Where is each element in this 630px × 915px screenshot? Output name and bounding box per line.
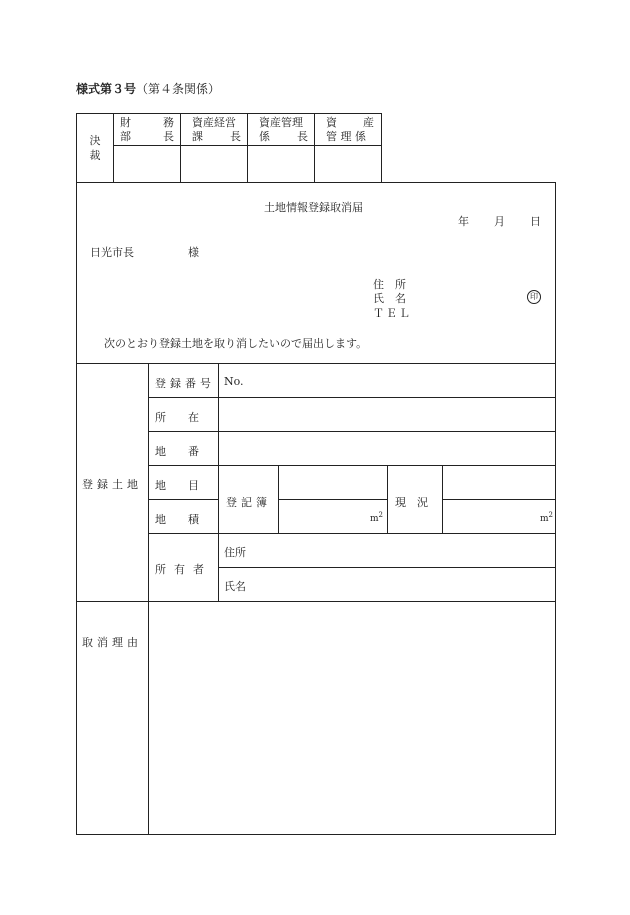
row-divider xyxy=(218,567,556,568)
column-divider xyxy=(148,363,149,835)
statement: 次のとおり登録土地を取り消したいので届出します。 xyxy=(104,337,368,350)
kessai-label: 決裁 xyxy=(77,114,114,183)
reg-no-field[interactable] xyxy=(250,366,554,395)
approver-asset-admin-staff: 資 産 管 理 係 xyxy=(315,114,382,146)
owner-label: 所有者 xyxy=(155,563,212,576)
row-divider xyxy=(148,533,556,534)
applicant-address-label: 住 所 xyxy=(373,278,406,291)
row-divider xyxy=(442,499,556,500)
registry-area-field[interactable] xyxy=(280,502,368,531)
form-article-ref: （第４条関係） xyxy=(136,82,221,96)
approver-asset-admin-section-chief: 資産管理 係 長 xyxy=(248,114,315,146)
current-area-unit: $m^2$ xyxy=(540,511,554,524)
approval-box xyxy=(76,113,382,183)
honorific: 様 xyxy=(188,246,199,259)
reg-no-prefix: No. xyxy=(224,375,244,388)
column-divider xyxy=(387,465,388,533)
registry-area-unit: $m^2$ xyxy=(370,511,384,524)
lot-number-label: 地 番 xyxy=(155,445,199,458)
location-field[interactable] xyxy=(220,400,554,429)
column-divider xyxy=(442,465,443,533)
column-divider xyxy=(218,363,219,601)
stamp-box[interactable] xyxy=(315,146,382,183)
date-year[interactable]: 年 xyxy=(458,215,469,228)
approver-asset-management-chief: 資産経営 課 長 xyxy=(181,114,248,146)
column-divider xyxy=(278,465,279,533)
row-divider xyxy=(148,397,556,398)
land-category-label: 地 目 xyxy=(155,479,199,492)
applicant-name-label: 氏 名 xyxy=(373,292,406,305)
applicant-tel-label: ＴＥＬ xyxy=(373,307,412,320)
row-divider xyxy=(278,499,387,500)
row-divider xyxy=(148,465,556,466)
approver-finance-director: 財 務 部 長 xyxy=(114,114,181,146)
owner-name-field[interactable] xyxy=(252,570,554,599)
seal-icon: 印 xyxy=(527,290,541,304)
current-category-field[interactable] xyxy=(444,468,554,497)
document-title: 土地情報登録取消届 xyxy=(264,201,363,214)
date-day[interactable]: 日 xyxy=(530,215,541,228)
reason-label: 取消理由 xyxy=(82,636,142,649)
registry-category-field[interactable] xyxy=(280,468,385,497)
lot-number-field[interactable] xyxy=(220,434,554,463)
reason-field[interactable] xyxy=(150,604,554,833)
addressee: 日光市長 xyxy=(90,246,134,259)
owner-name-label: 氏名 xyxy=(224,580,246,593)
land-section-label: 登録土地 xyxy=(82,478,142,491)
date-month[interactable]: 月 xyxy=(494,215,505,228)
land-area-label: 地 積 xyxy=(155,513,199,526)
location-label: 所 在 xyxy=(155,411,199,424)
owner-address-label: 住所 xyxy=(224,546,246,559)
current-area-field[interactable] xyxy=(444,502,538,531)
current-status-label: 現 況 xyxy=(395,496,428,509)
row-divider xyxy=(148,431,556,432)
registry-label: 登記簿 xyxy=(226,496,271,509)
reg-no-label: 登録番号 xyxy=(155,377,215,390)
form-number xyxy=(76,80,220,97)
stamp-box[interactable] xyxy=(114,146,181,183)
owner-address-field[interactable] xyxy=(252,536,554,565)
stamp-box[interactable] xyxy=(248,146,315,183)
form-number-label: 様式第３号 xyxy=(76,82,137,96)
stamp-box[interactable] xyxy=(181,146,248,183)
row-divider xyxy=(148,499,218,500)
